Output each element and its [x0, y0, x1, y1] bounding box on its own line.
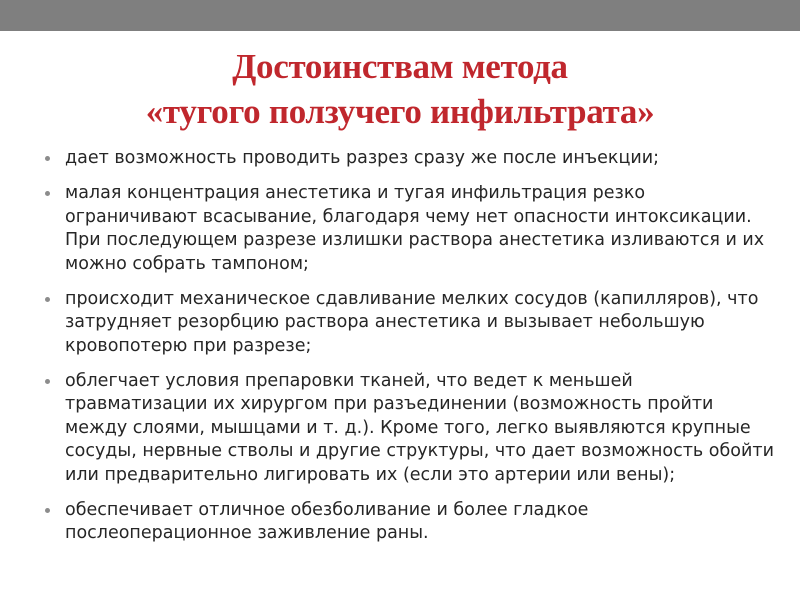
bullet-item: [44, 147, 776, 171]
bullet-text: малая концентрация анестетика и тугая инфильтрация резко ограничивают всасывание, благодаря чему нет опасности интоксикации. При последующем разрезе излишки раствора анестетика изливаются и их можно собрать тампоном;: [65, 183, 765, 274]
bullet-list: [44, 147, 776, 557]
slide-title-line-1: Достоинствам метода: [232, 47, 568, 86]
bullet-item: [44, 370, 776, 488]
bullet-item: [44, 182, 776, 276]
bullet-item: [44, 288, 776, 359]
slide-title-line-2: «тугого ползучего инфильтрата»: [145, 92, 655, 131]
bullet-dot-icon: [45, 191, 50, 196]
bullet-text: дает возможность проводить разрез сразу же после инъекции;: [65, 148, 660, 168]
bullet-item: [44, 499, 776, 546]
bullet-text: происходит механическое сдавливание мелких сосудов (капилляров), что затрудняет резорбцию раствора анестетика и вызывает небольшую кровопотерю при разрезе;: [65, 288, 759, 356]
bullet-dot-icon: [45, 156, 50, 161]
bullet-dot-icon: [45, 297, 50, 302]
bullet-dot-icon: [45, 379, 50, 384]
bullet-text: обеспечивает отличное обезболивание и более гладкое послеоперационное заживление раны.: [65, 499, 589, 543]
slide-title: [0, 44, 800, 134]
bullet-dot-icon: [45, 508, 50, 513]
top-band: [0, 0, 800, 31]
bullet-text: облегчает условия препаровки тканей, что ведет к меньшей травматизации их хирургом при разъединении (возможность пройти между слоями, мышцами и т. д.). Кроме того, легко выявляются крупные сосуды, нервные стволы и другие структуры, что дает возможность обойти или предварительно лигировать их (если это артерии или вены);: [65, 370, 774, 485]
